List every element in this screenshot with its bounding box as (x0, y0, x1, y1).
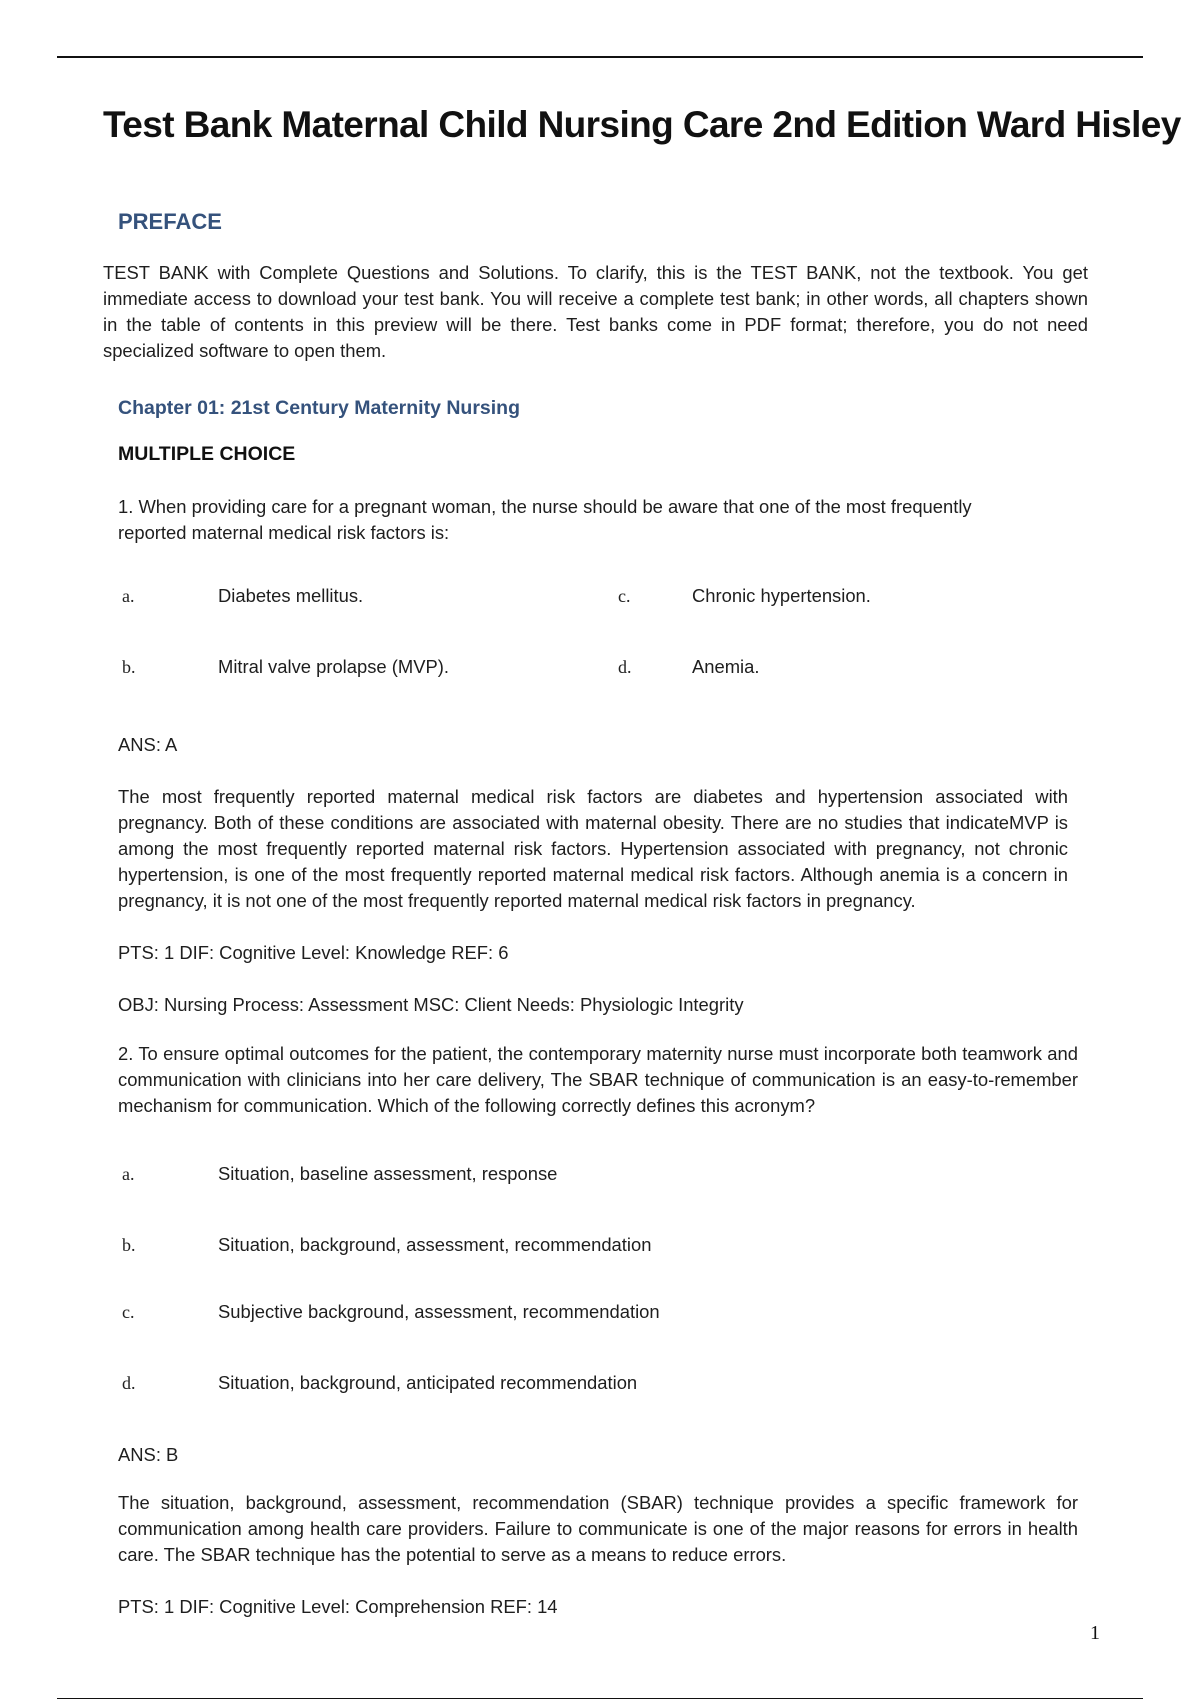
chapter-heading: Chapter 01: 21st Century Maternity Nursing (118, 397, 521, 419)
option-letter: b. (122, 657, 136, 677)
option-text: Chronic hypertension. (692, 585, 871, 606)
question-1-stem-line-2: reported maternal medical risk factors is: (118, 522, 450, 543)
option-letter: d. (618, 657, 632, 677)
objective-line: OBJ: Nursing Process: Assessment MSC: Client Needs: Physiologic Integrity (118, 994, 744, 1015)
option-letter: d. (122, 1373, 136, 1393)
multiple-choice-heading: MULTIPLE CHOICE (118, 443, 296, 465)
option-text: Subjective background, assessment, recommendation (218, 1301, 660, 1322)
option-text: Situation, background, anticipated recommendation (218, 1372, 638, 1393)
question-1-stem-line-1: 1. When providing care for a pregnant woman, the nurse should be aware that one of the most frequently (118, 496, 972, 517)
option-text: Situation, baseline assessment, response (218, 1163, 558, 1184)
preface-text: TEST BANK with Complete Questions and Solutions. To clarify, this is the TEST BANK, not the textbook. You get immediate access to download your test bank. You will receive a complete test bank; in other words, all chapters shown in the table of contents in this preview will be there. Test banks come in PDF format; therefore, you do not need specialized software to open them. (103, 262, 1088, 361)
option-letter: a. (122, 586, 135, 606)
top-rule (57, 56, 1143, 58)
option-text: Situation, background, assessment, recommendation (218, 1234, 652, 1255)
option-letter: b. (122, 1235, 136, 1255)
option-text: Diabetes mellitus. (218, 585, 364, 606)
option-letter: c. (122, 1302, 135, 1322)
document-title: Test Bank Maternal Child Nursing Care 2nd Edition Ward Hisley (103, 104, 1181, 145)
rationale-text: The situation, background, assessment, recommendation (SBAR) technique provides a specific framework for communication among health care providers. Failure to communicate is one of the major reasons for errors in health care. The SBAR technique has the potential to serve as a means to reduce errors. (118, 1492, 1078, 1565)
answer-key: ANS: A (118, 734, 178, 755)
option-text: Anemia. (692, 656, 760, 677)
points-line: PTS: 1 DIF: Cognitive Level: Comprehension REF: 14 (118, 1596, 558, 1617)
rationale-text: The most frequently reported maternal medical risk factors are diabetes and hypertension associated with pregnancy. Both of these conditions are associated with maternal obesity. There are no studies that indicateMVP is among the most frequently reported maternal risk factors. Hypertension associated with pregnancy, not chronic hypertension, is one of the most frequently reported maternal medical risk factors. Although anemia is a concern in pregnancy, it is not one of the most frequently reported maternal medical risk factors in pregnancy. (118, 786, 1068, 911)
page-number: 1 (1090, 1622, 1100, 1644)
preface-heading: PREFACE (118, 209, 222, 234)
option-text: Mitral valve prolapse (MVP). (218, 656, 449, 677)
option-letter: c. (618, 586, 631, 606)
bottom-rule (57, 1698, 1143, 1699)
answer-key: ANS: B (118, 1444, 179, 1465)
question-2-stem: 2. To ensure optimal outcomes for the patient, the contemporary maternity nurse must incorporate both teamwork and communication with clinicians into her care delivery, The SBAR technique of communication is an easy-to-remember mechanism for communication. Which of the following correctly defines this acronym? (118, 1043, 1078, 1116)
option-letter: a. (122, 1164, 135, 1184)
points-line: PTS: 1 DIF: Cognitive Level: Knowledge REF: 6 (118, 942, 509, 963)
